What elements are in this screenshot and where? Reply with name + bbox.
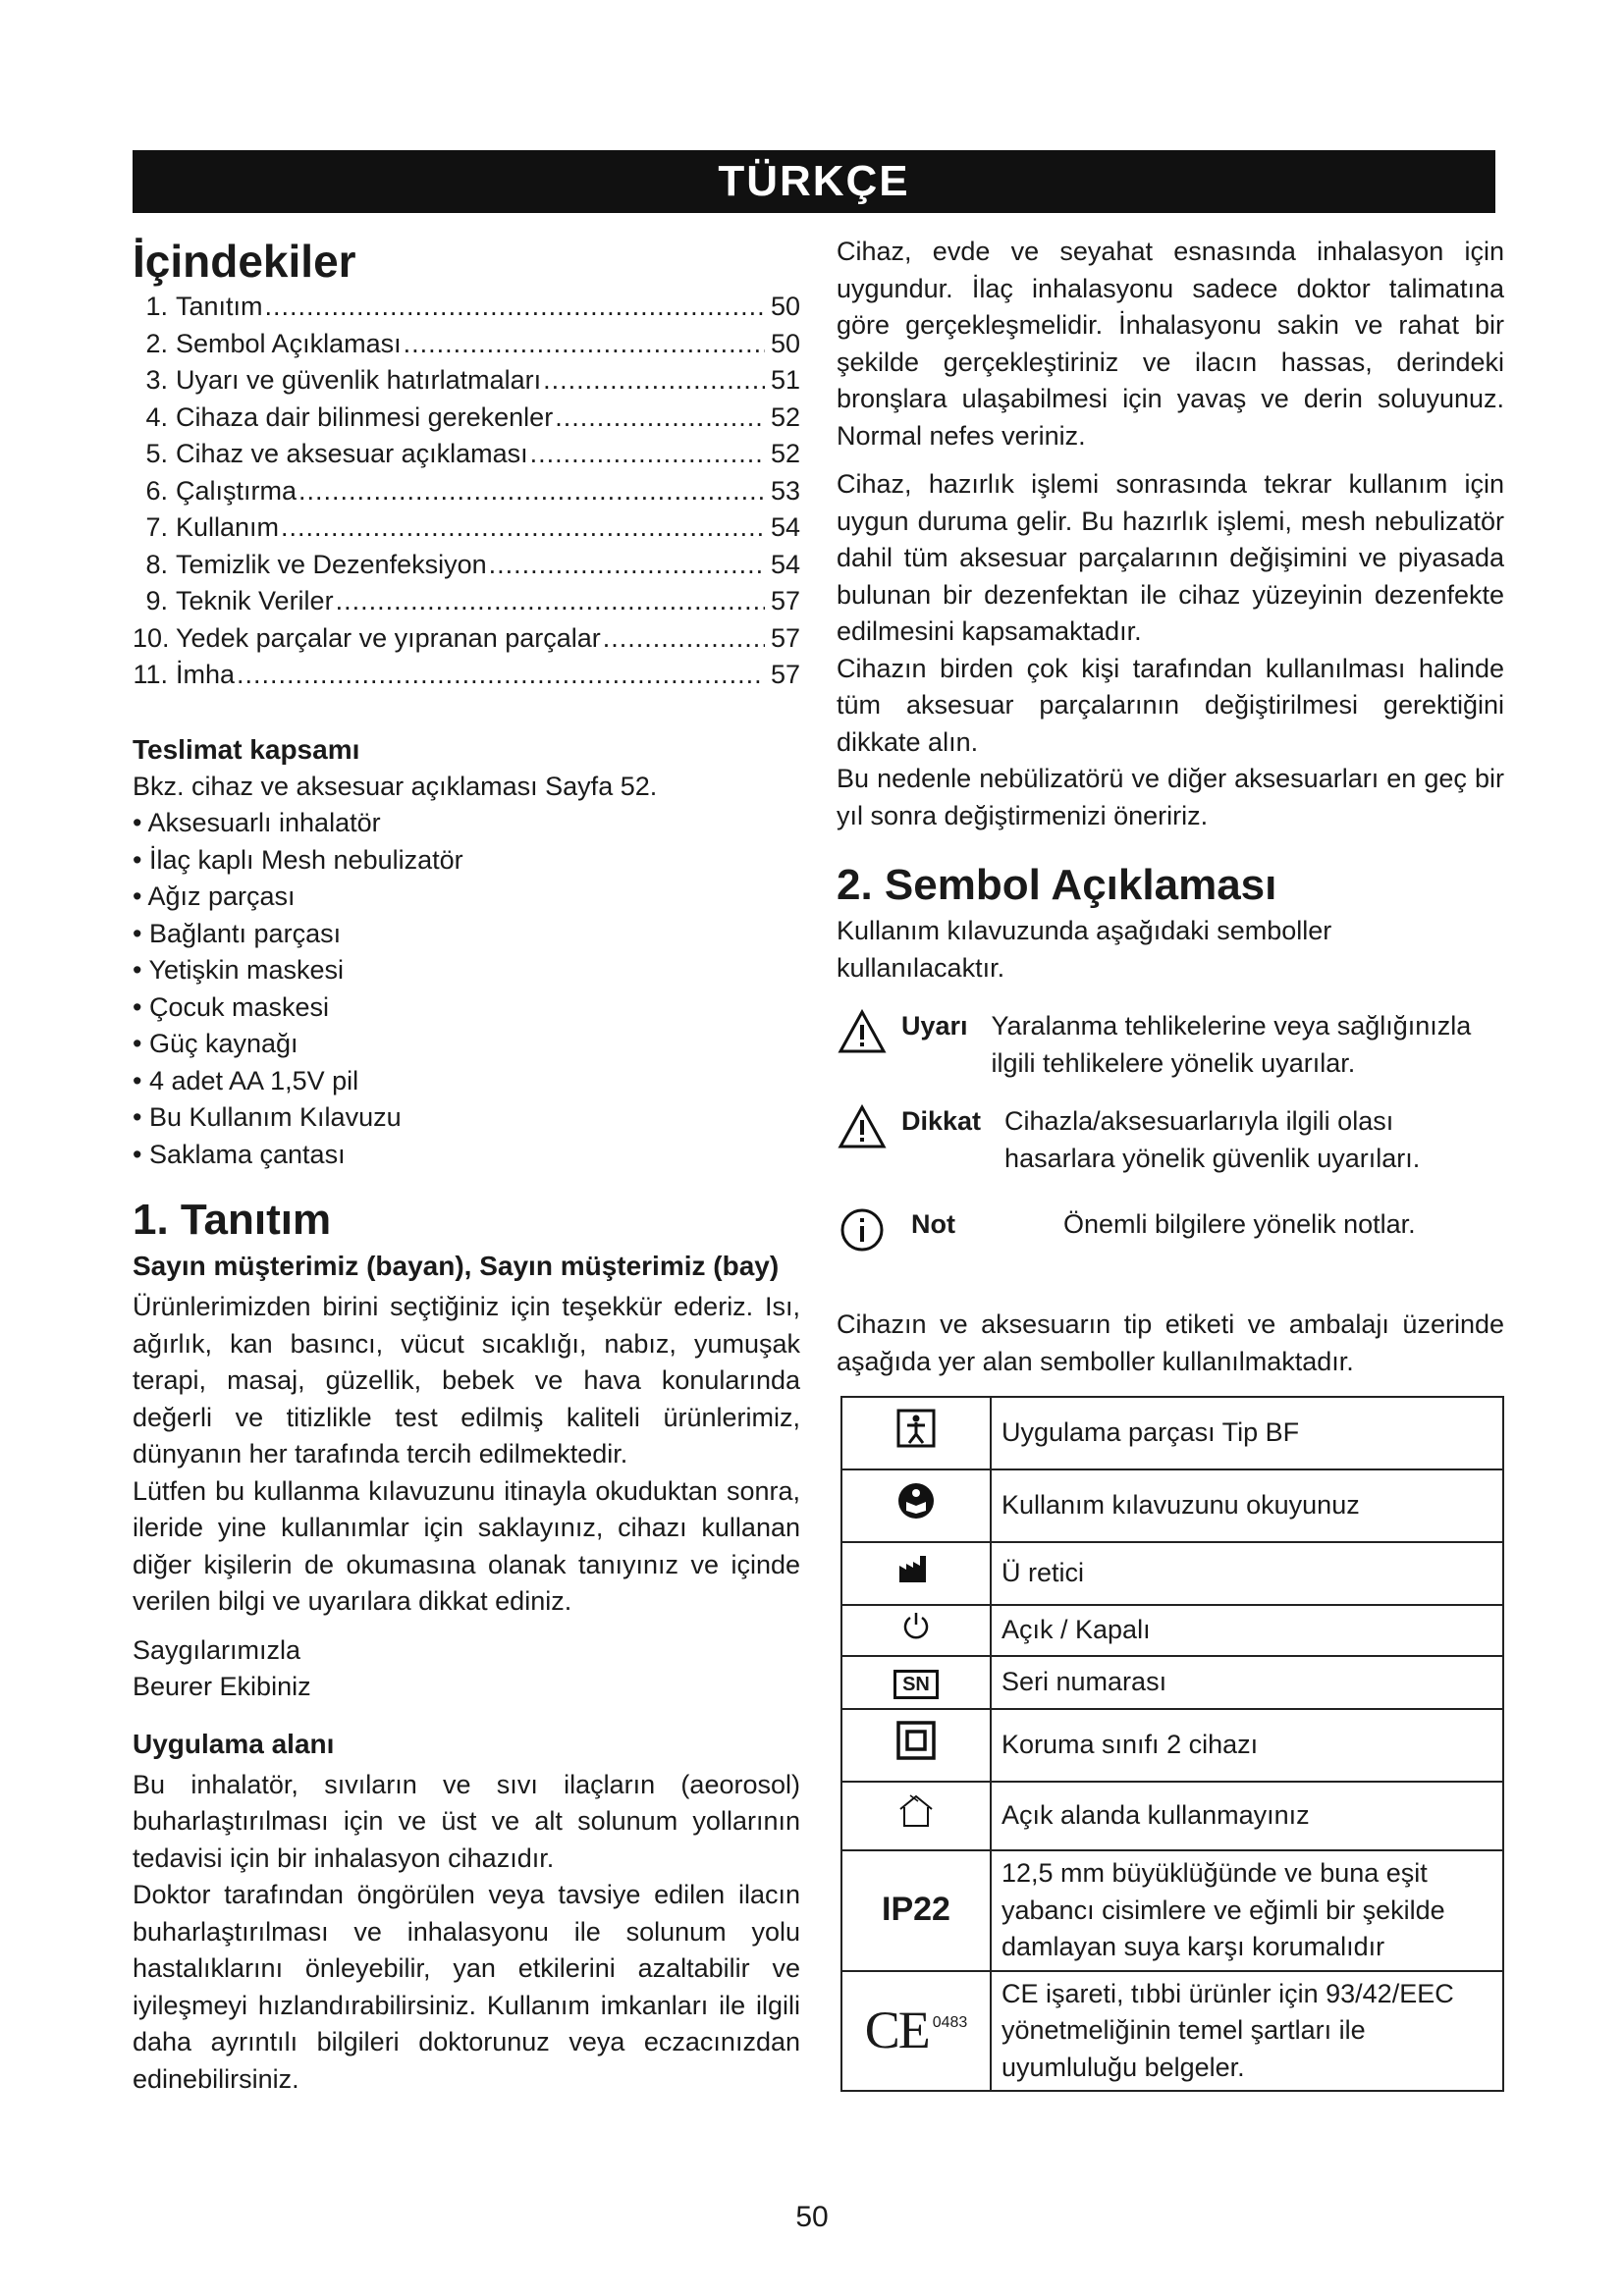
toc-leader-dots bbox=[489, 547, 765, 584]
page-number: 50 bbox=[795, 2201, 829, 2233]
toc-item-title: Uyarı ve güvenlik hatırlatmaları bbox=[176, 365, 542, 395]
toc-item-page: 52 bbox=[770, 439, 800, 468]
table-row bbox=[841, 1782, 1503, 1850]
toc-item bbox=[133, 362, 800, 400]
toc-item-title: Sembol Açıklaması bbox=[176, 328, 402, 358]
toc-leader-dots bbox=[336, 583, 765, 620]
symbols-intro: Kullanım kılavuzunda aşağıdaki semboller kullanılacaktır. bbox=[837, 916, 1332, 983]
list-item: • Bu Kullanım Kılavuzu bbox=[133, 1099, 800, 1137]
toc-item-page: 57 bbox=[770, 660, 800, 689]
list-item: • Çocuk maskesi bbox=[133, 989, 800, 1027]
toc-item-page: 51 bbox=[770, 365, 800, 395]
delivery-list bbox=[133, 805, 800, 1173]
toc-item-title: İmha bbox=[176, 660, 236, 689]
list-item: • Yetişkin maskesi bbox=[133, 952, 800, 989]
list-item: • Aksesuarlı inhalatör bbox=[133, 805, 800, 842]
toc-item-page: 57 bbox=[770, 586, 800, 615]
toc-leader-dots bbox=[404, 326, 765, 363]
toc-leader-dots bbox=[237, 657, 765, 694]
toc-item-number: 9. bbox=[145, 586, 168, 615]
toc-item-title: Tanıtım bbox=[176, 292, 263, 321]
symbol-text: Açık / Kapalı bbox=[991, 1605, 1503, 1656]
language-banner: TÜRKÇE bbox=[133, 150, 1495, 213]
usage-paragraph-3: Cihazın birden çok kişi tarafından kullanılması halinde tüm aksesuar parçalarının değiştirilmesi gerektiğini dikkate alın. bbox=[837, 653, 1504, 757]
notified-body-number: 0483 bbox=[932, 2013, 968, 2031]
toc-item bbox=[133, 436, 800, 473]
toc-title: İçindekiler bbox=[133, 236, 356, 287]
toc-item bbox=[133, 583, 800, 620]
list-item: • Bağlantı parçası bbox=[133, 916, 800, 953]
toc-item-number: 1. bbox=[145, 292, 168, 321]
toc-item-number: 10. bbox=[133, 622, 170, 653]
toc-leader-dots bbox=[543, 362, 765, 400]
manufacturer-icon bbox=[898, 1560, 934, 1589]
warning-description: Yaralanma tehlikelerine veya sağlığınızla ilgili tehlikelere yönelik uyarılar. bbox=[991, 1011, 1472, 1078]
usage-paragraph-1: Cihaz, evde ve seyahat esnasında inhalasyon için uygundur. İlaç inhalasyonu sadece doktor talimatına göre gerçekleşmelidir. İnhalasyonu sakin ve rahat bir şekilde gerçekleştiriniz ve ilacın hassas, derindeki bronşlara ulaşabilmesi için yavaş ve derin soluyunuz. Normal nefes veriniz. bbox=[837, 237, 1504, 451]
intro-paragraph-2: Lütfen bu kullanma kılavuzunu itinayla okuduktan sonra, ileride yine kullanımlar için saklayınız, cihazı kullanan diğer kişilerin de okumasına olanak tanıyınız ve içinde verilen bilgi ve uyarılara dikkat ediniz. bbox=[133, 1475, 800, 1616]
caution-triangle-icon bbox=[837, 1103, 888, 1150]
warning-term: Uyarı bbox=[901, 1011, 968, 1041]
toc-item-number: 11. bbox=[133, 660, 168, 689]
closing-line-2: Beurer Ekibiniz bbox=[133, 1672, 311, 1701]
note-description: Önemli bilgilere yönelik notlar. bbox=[1062, 1209, 1416, 1239]
usage-paragraph-2: Cihaz, hazırlık işlemi sonrasında tekrar kullanım için uygun duruma gelir. Bu hazırlık işlemi, mesh nebulizatör dahil tüm aksesuar parçalarının değişimini ve piyasada bulunan bir dezenfektan ile cihaz yüzeyinin dezenfekte edilmesini kapsamaktadır. bbox=[837, 469, 1504, 646]
toc-item-title: Temizlik ve Dezenfeksiyon bbox=[176, 549, 487, 579]
table-row bbox=[841, 1850, 1503, 1971]
caution-symbol-row bbox=[837, 1103, 1504, 1177]
toc-item-page: 54 bbox=[770, 512, 800, 542]
toc-item-number: 8. bbox=[145, 549, 168, 579]
toc-item-number: 2. bbox=[145, 328, 168, 358]
salutation: Sayın müşterimiz (bayan), Sayın müşterimiz (bay) bbox=[133, 1251, 780, 1281]
symbol-text: Ü retici bbox=[991, 1542, 1503, 1605]
indoor-use-icon bbox=[896, 1805, 936, 1835]
sn-icon: SN bbox=[893, 1670, 939, 1699]
right-column bbox=[837, 234, 1504, 2092]
toc-item bbox=[133, 400, 800, 437]
symbol-text: Uygulama parçası Tip BF bbox=[991, 1397, 1503, 1469]
toc-leader-dots bbox=[265, 289, 765, 326]
toc-item-number: 7. bbox=[145, 512, 168, 542]
table-of-contents bbox=[133, 289, 800, 694]
ce-mark-letters: CE bbox=[864, 2000, 929, 2059]
info-circle-icon bbox=[837, 1206, 888, 1254]
applied-part-bf-icon bbox=[896, 1424, 936, 1454]
ce-mark-icon bbox=[864, 2000, 968, 2059]
toc-item bbox=[133, 509, 800, 547]
table-row bbox=[841, 1397, 1503, 1469]
list-item: • Saklama çantası bbox=[133, 1137, 800, 1174]
table-row bbox=[841, 1605, 1503, 1656]
symbol-text: Kullanım kılavuzunu okuyunuz bbox=[991, 1469, 1503, 1542]
closing-line-1: Saygılarımızla bbox=[133, 1634, 301, 1665]
toc-item-page: 50 bbox=[770, 292, 800, 321]
power-icon bbox=[901, 1617, 931, 1646]
toc-item-number: 4. bbox=[145, 401, 168, 432]
list-item: • Ağız parçası bbox=[133, 879, 800, 916]
caution-description: Cihazla/aksesuarlarıyla ilgili olası hasarlara yönelik güvenlik uyarıları. bbox=[1004, 1106, 1421, 1173]
symbol-text: 12,5 mm büyüklüğünde ve buna eşit yabancı cisimlere ve eğimli bir şekilde damlayan suya karşı korumalıdır bbox=[991, 1850, 1503, 1971]
usage-paragraph-4: Bu nedenle nebülizatörü ve diğer aksesuarları en geç bir yıl sonra değiştirmenizi öneririz. bbox=[837, 764, 1504, 830]
ip22-icon: IP22 bbox=[882, 1890, 950, 1928]
list-item: • Güç kaynağı bbox=[133, 1026, 800, 1063]
intro-paragraph-1: Ürünlerimizden birini seçtiğiniz için teşekkür ederiz. Isı, ağırlık, kan basıncı, vücut sıcaklığı, nabız, yumuşak terapi, masaj, güzellik, bebek ve hava konularında değerli ve titizlikle test edilmiş kaliteli ürünlerimiz, dünyanın her tarafında tercih edilmektedir. bbox=[133, 1292, 800, 1468]
caution-term: Dikkat bbox=[901, 1106, 982, 1136]
toc-leader-dots bbox=[281, 509, 765, 547]
toc-item-title: Cihaza dair bilinmesi gerekenler bbox=[176, 401, 554, 432]
toc-item-number: 5. bbox=[145, 439, 168, 468]
toc-item bbox=[133, 326, 800, 363]
application-paragraph-2: Doktor tarafından öngörülen veya tavsiye edilen ilacın buharlaştırılması ve inhalasyonu ile solunum yolu hastalıklarını önleyebilir, yan etkilerini azaltabilir ve iyileşmeyi hızlandırabilirsiniz. Kullanım imkanları ile ilgili daha ayrıntılı bilgileri doktorunuz veya eczacınızdan edinebilirsiniz. bbox=[133, 1880, 800, 2094]
list-item: • 4 adet AA 1,5V pil bbox=[133, 1063, 800, 1100]
toc-item-title: Kullanım bbox=[176, 512, 280, 542]
toc-leader-dots bbox=[530, 436, 765, 473]
left-column bbox=[133, 234, 800, 2098]
toc-item-page: 54 bbox=[770, 549, 800, 579]
toc-item-number: 3. bbox=[145, 365, 168, 395]
toc-item bbox=[133, 289, 800, 326]
toc-item-page: 57 bbox=[770, 622, 800, 653]
toc-item-page: 53 bbox=[770, 475, 800, 506]
table-row bbox=[841, 1542, 1503, 1605]
table-row bbox=[841, 1971, 1503, 2092]
table-row bbox=[841, 1469, 1503, 1542]
symbol-text: Koruma sınıfı 2 cihazı bbox=[991, 1709, 1503, 1782]
application-heading: Uygulama alanı bbox=[133, 1728, 335, 1759]
toc-item-title: Çalıştırma bbox=[176, 475, 298, 506]
symbol-text: Açık alanda kullanmayınız bbox=[991, 1782, 1503, 1850]
toc-item-page: 52 bbox=[770, 401, 800, 432]
toc-item-title: Yedek parçalar ve yıpranan parçalar bbox=[176, 622, 601, 653]
toc-leader-dots bbox=[298, 473, 765, 510]
toc-item-page: 50 bbox=[770, 328, 800, 358]
list-item: • İlaç kaplı Mesh nebulizatör bbox=[133, 842, 800, 880]
label-symbols-table bbox=[840, 1396, 1504, 2092]
warning-triangle-icon bbox=[837, 1008, 888, 1055]
warning-symbol-row bbox=[837, 1008, 1504, 1082]
section-2-heading: 2. Sembol Açıklaması bbox=[837, 861, 1277, 909]
section-1-heading: 1. Tanıtım bbox=[133, 1196, 332, 1244]
application-paragraph-1: Bu inhalatör, sıvıların ve sıvı ilaçların (aeorosol) buharlaştırılması için ve üst ve alt solunum yollarının tedavisi için bir inhalasyon cihazıdır. bbox=[133, 1769, 800, 1873]
note-term: Not bbox=[911, 1209, 955, 1239]
table-row bbox=[841, 1709, 1503, 1782]
toc-item bbox=[133, 657, 800, 694]
label-symbols-intro: Cihazın ve aksesuarın tip etiketi ve ambalajı üzerinde aşağıda yer alan semboller kullanılmaktadır. bbox=[837, 1309, 1504, 1376]
delivery-heading: Teslimat kapsamı bbox=[133, 733, 360, 765]
symbol-text: CE işareti, tıbbi ürünler için 93/42/EEC yönetmeliğinin temel şartları ile uyumluluğu belgeler. bbox=[991, 1971, 1503, 2092]
toc-item bbox=[133, 620, 800, 658]
toc-item bbox=[133, 473, 800, 510]
toc-item bbox=[133, 547, 800, 584]
note-symbol-row bbox=[837, 1206, 1504, 1254]
symbol-text: Seri numarası bbox=[991, 1656, 1503, 1709]
toc-item-number: 6. bbox=[145, 475, 168, 506]
class-2-icon bbox=[896, 1736, 936, 1766]
toc-item-title: Teknik Veriler bbox=[176, 586, 334, 615]
table-row bbox=[841, 1656, 1503, 1709]
toc-item-title: Cihaz ve aksesuar açıklaması bbox=[176, 439, 528, 468]
toc-leader-dots bbox=[603, 620, 765, 658]
delivery-intro: Bkz. cihaz ve aksesuar açıklaması Sayfa 52. bbox=[133, 771, 658, 801]
toc-leader-dots bbox=[555, 400, 765, 437]
read-manual-icon bbox=[896, 1497, 936, 1526]
